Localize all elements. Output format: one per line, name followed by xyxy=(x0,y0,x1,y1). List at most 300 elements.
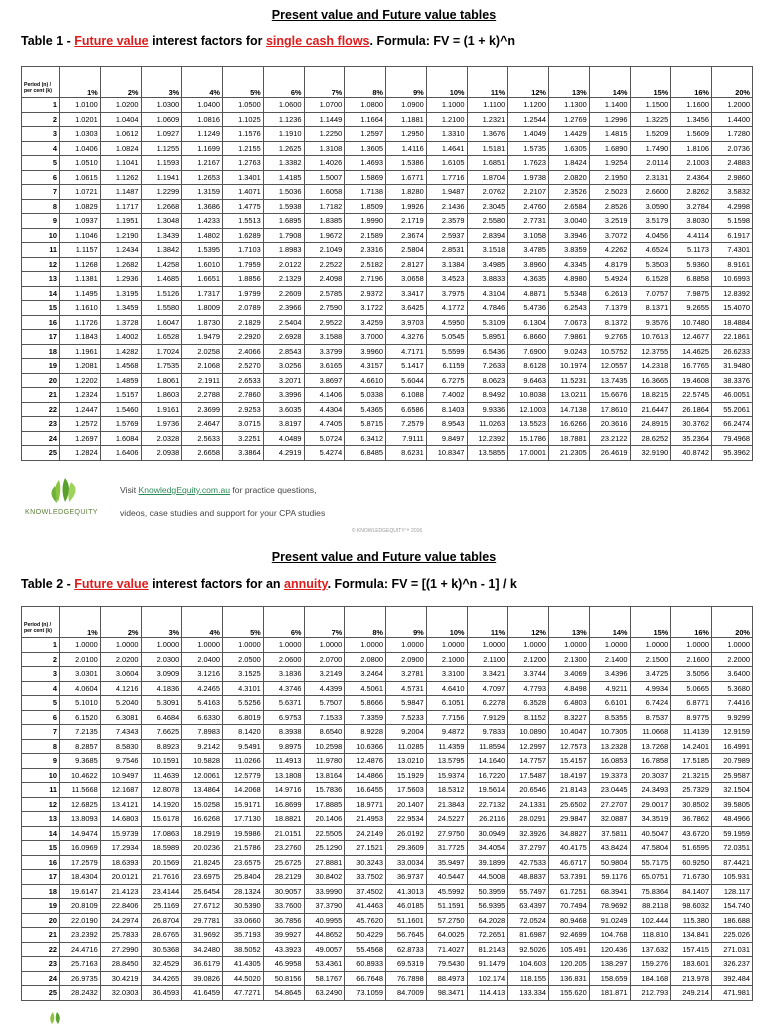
knowledgequity-link[interactable]: KnowledgEquity.com.au xyxy=(138,485,231,495)
factor-cell: 1.2625 xyxy=(263,141,304,156)
factor-cell: 14.9716 xyxy=(263,783,304,798)
factor-cell: 63.4397 xyxy=(508,899,549,914)
period-cell: 12 xyxy=(22,797,60,812)
factor-cell: 1.1046 xyxy=(60,228,101,243)
factor-cell: 2.7731 xyxy=(508,214,549,229)
factor-cell: 3.0604 xyxy=(100,667,141,682)
factor-cell: 9.0243 xyxy=(549,344,590,359)
factor-cell: 1.3108 xyxy=(304,141,345,156)
factor-cell: 2.1003 xyxy=(671,156,712,171)
factor-cell: 12.0557 xyxy=(589,359,630,374)
factor-cell: 3.4725 xyxy=(630,667,671,682)
factor-cell: 1.1100 xyxy=(467,98,508,113)
rate-header: 15% xyxy=(630,607,671,638)
factor-cell: 1.8603 xyxy=(141,388,182,403)
factor-cell: 2.0100 xyxy=(60,652,101,667)
factor-cell: 7.2633 xyxy=(467,359,508,374)
table1-keyword-single-cash-flows: single cash flows xyxy=(265,34,370,48)
factor-cell: 19.5614 xyxy=(467,783,508,798)
factor-cell: 28.6252 xyxy=(630,431,671,446)
factor-cell: 13.0210 xyxy=(386,754,427,769)
factor-cell: 7.2135 xyxy=(60,725,101,740)
factor-cell: 27.6712 xyxy=(182,899,223,914)
factor-cell: 1.0000 xyxy=(182,638,223,653)
factor-cell: 3.2784 xyxy=(671,199,712,214)
factor-cell: 61.7251 xyxy=(549,884,590,899)
factor-cell: 9.2765 xyxy=(589,330,630,345)
factor-cell: 26.4619 xyxy=(589,446,630,461)
factor-cell: 34.8827 xyxy=(549,826,590,841)
factor-cell: 6.3412 xyxy=(345,431,386,446)
factor-cell: 32.0303 xyxy=(100,986,141,1001)
factor-cell: 23.6575 xyxy=(223,855,264,870)
factor-cell: 1.0824 xyxy=(100,141,141,156)
factor-cell: 79.4968 xyxy=(712,431,753,446)
factor-cell: 1.3439 xyxy=(141,228,182,243)
factor-cell: 2.1500 xyxy=(630,652,671,667)
factor-cell: 9.2142 xyxy=(182,739,223,754)
factor-cell: 15.6676 xyxy=(589,388,630,403)
factor-cell: 36.7856 xyxy=(263,913,304,928)
factor-cell: 3.4523 xyxy=(426,272,467,287)
factor-cell: 183.601 xyxy=(671,957,712,972)
factor-cell: 1.1000 xyxy=(426,98,467,113)
table-row xyxy=(22,638,753,653)
factor-cell: 1.0404 xyxy=(100,112,141,127)
factor-cell: 2.1950 xyxy=(589,170,630,185)
factor-cell: 2.1100 xyxy=(467,652,508,667)
factor-cell: 69.5319 xyxy=(386,957,427,972)
factor-cell: 4.7171 xyxy=(386,344,427,359)
factor-cell: 213.978 xyxy=(671,971,712,986)
factor-cell: 1.7908 xyxy=(263,228,304,243)
factor-cell: 1.9487 xyxy=(426,185,467,200)
factor-cell: 2.0122 xyxy=(263,257,304,272)
factor-cell: 7.9875 xyxy=(671,286,712,301)
factor-cell: 105.491 xyxy=(549,942,590,957)
factor-cell: 33.7502 xyxy=(345,870,386,885)
table1-fv-single-cash-flows xyxy=(21,66,753,461)
factor-cell: 12.5779 xyxy=(223,768,264,783)
rate-header: 20% xyxy=(712,607,753,638)
factor-cell: 2.0300 xyxy=(141,652,182,667)
factor-cell: 1.8856 xyxy=(223,272,264,287)
factor-cell: 1.0000 xyxy=(712,638,753,653)
factor-cell: 5.8666 xyxy=(345,696,386,711)
factor-cell: 118.810 xyxy=(630,928,671,943)
factor-cell: 4.4114 xyxy=(671,228,712,243)
factor-cell: 8.6128 xyxy=(508,359,549,374)
period-cell: 21 xyxy=(22,388,60,403)
factor-cell: 2.2107 xyxy=(508,185,549,200)
factor-cell: 6.9753 xyxy=(263,710,304,725)
period-cell: 15 xyxy=(22,301,60,316)
factor-cell: 98.6032 xyxy=(671,899,712,914)
factor-cell: 9.7833 xyxy=(467,725,508,740)
factor-cell: 4.3345 xyxy=(549,257,590,272)
factor-cell: 1.5209 xyxy=(630,127,671,142)
factor-cell: 2.5182 xyxy=(345,257,386,272)
factor-cell: 26.0192 xyxy=(386,826,427,841)
factor-cell: 1.0000 xyxy=(467,638,508,653)
rate-header: 6% xyxy=(263,67,304,98)
factor-cell: 7.4301 xyxy=(712,243,753,258)
table-row xyxy=(22,315,753,330)
factor-cell: 5.3503 xyxy=(630,257,671,272)
factor-cell: 3.7072 xyxy=(589,228,630,243)
factor-cell: 1.1717 xyxy=(100,199,141,214)
factor-cell: 2.1829 xyxy=(223,315,264,330)
factor-cell: 1.6895 xyxy=(263,214,304,229)
factor-cell: 30.5368 xyxy=(141,942,182,957)
factor-cell: 24.1331 xyxy=(508,797,549,812)
factor-cell: 11.4139 xyxy=(671,725,712,740)
factor-cell: 1.4049 xyxy=(508,127,549,142)
factor-cell: 2.5023 xyxy=(589,185,630,200)
factor-cell: 1.2202 xyxy=(60,373,101,388)
table-row xyxy=(22,841,753,856)
factor-cell: 15.4070 xyxy=(712,301,753,316)
factor-cell: 17.2579 xyxy=(60,855,101,870)
factor-cell: 8.8923 xyxy=(141,739,182,754)
factor-cell: 136.831 xyxy=(549,971,590,986)
factor-cell: 2.6533 xyxy=(223,373,264,388)
table1-header-row xyxy=(22,67,753,98)
factor-cell: 32.9190 xyxy=(630,446,671,461)
factor-cell: 10.9497 xyxy=(100,768,141,783)
factor-cell: 18.6393 xyxy=(100,855,141,870)
factor-cell: 2.1329 xyxy=(263,272,304,287)
factor-cell: 47.5804 xyxy=(630,841,671,856)
factor-cell: 8.6540 xyxy=(304,725,345,740)
factor-cell: 11.9780 xyxy=(304,754,345,769)
factor-cell: 34.4265 xyxy=(141,971,182,986)
factor-cell: 184.168 xyxy=(630,971,671,986)
factor-cell: 1.9990 xyxy=(345,214,386,229)
factor-cell: 3.8960 xyxy=(508,257,549,272)
factor-cell: 1.6528 xyxy=(141,330,182,345)
factor-cell: 1.6406 xyxy=(100,446,141,461)
factor-cell: 5.8715 xyxy=(345,417,386,432)
factor-cell: 11.4639 xyxy=(141,768,182,783)
factor-cell: 60.8933 xyxy=(345,957,386,972)
period-cell: 11 xyxy=(22,783,60,798)
factor-cell: 2.8526 xyxy=(589,199,630,214)
factor-cell: 28.2432 xyxy=(60,986,101,1001)
period-cell: 20 xyxy=(22,373,60,388)
factor-cell: 36.6179 xyxy=(182,957,223,972)
factor-cell: 5.3680 xyxy=(712,681,753,696)
factor-cell: 1.2769 xyxy=(549,112,590,127)
factor-cell: 1.4071 xyxy=(223,185,264,200)
factor-cell: 5.7507 xyxy=(304,696,345,711)
factor-cell: 12.8392 xyxy=(712,286,753,301)
factor-cell: 1.4002 xyxy=(100,330,141,345)
factor-cell: 2.0900 xyxy=(386,652,427,667)
factor-cell: 44.5008 xyxy=(467,870,508,885)
factor-cell: 16.6455 xyxy=(345,783,386,798)
factor-cell: 118.155 xyxy=(508,971,549,986)
factor-cell: 186.688 xyxy=(712,913,753,928)
factor-cell: 65.0751 xyxy=(630,870,671,885)
factor-cell: 32.1504 xyxy=(712,783,753,798)
factor-cell: 471.981 xyxy=(712,986,753,1001)
factor-cell: 43.3923 xyxy=(263,942,304,957)
factor-cell: 1.0800 xyxy=(345,98,386,113)
factor-cell: 1.2299 xyxy=(141,185,182,200)
factor-cell: 2.7590 xyxy=(304,301,345,316)
factor-cell: 8.6231 xyxy=(386,446,427,461)
factor-cell: 114.413 xyxy=(467,986,508,1001)
factor-cell: 12.6825 xyxy=(60,797,101,812)
factor-cell: 17.5603 xyxy=(386,783,427,798)
factor-cell: 80.9468 xyxy=(549,913,590,928)
table-row xyxy=(22,127,753,142)
factor-cell: 2.5804 xyxy=(386,243,427,258)
factor-cell: 21.3843 xyxy=(426,797,467,812)
factor-cell: 1.6651 xyxy=(182,272,223,287)
factor-cell: 5.4924 xyxy=(589,272,630,287)
factor-cell: 1.3456 xyxy=(671,112,712,127)
factor-cell: 3.5179 xyxy=(630,214,671,229)
table-row xyxy=(22,797,753,812)
factor-cell: 3.1836 xyxy=(263,667,304,682)
rate-header: 15% xyxy=(630,67,671,98)
table-row xyxy=(22,272,753,287)
factor-cell: 1.4568 xyxy=(100,359,141,374)
factor-cell: 1.1200 xyxy=(508,98,549,113)
factor-cell: 3.4069 xyxy=(549,667,590,682)
factor-cell: 1.0816 xyxy=(182,112,223,127)
factor-cell: 1.0000 xyxy=(508,638,549,653)
period-cell: 5 xyxy=(22,156,60,171)
factor-cell: 1.8704 xyxy=(467,170,508,185)
factor-cell: 7.9111 xyxy=(386,431,427,446)
factor-cell: 15.1929 xyxy=(386,768,427,783)
period-cell: 22 xyxy=(22,402,60,417)
factor-cell: 1.1495 xyxy=(60,286,101,301)
factor-cell: 6.1304 xyxy=(508,315,549,330)
factor-cell: 56.9395 xyxy=(467,899,508,914)
factor-cell: 48.4966 xyxy=(712,812,753,827)
period-cell: 19 xyxy=(22,899,60,914)
factor-cell: 2.1719 xyxy=(386,214,427,229)
factor-cell: 28.6765 xyxy=(141,928,182,943)
factor-cell: 5.3091 xyxy=(141,696,182,711)
factor-cell: 1.6047 xyxy=(141,315,182,330)
factor-cell: 4.3276 xyxy=(386,330,427,345)
factor-cell: 3.1216 xyxy=(182,667,223,682)
factor-cell: 31.9480 xyxy=(712,359,753,374)
factor-cell: 19.5986 xyxy=(223,826,264,841)
factor-cell: 3.0590 xyxy=(630,199,671,214)
factor-cell: 1.0000 xyxy=(589,638,630,653)
factor-cell: 12.2997 xyxy=(508,739,549,754)
factor-cell: 2.7196 xyxy=(345,272,386,287)
factor-cell: 2.0400 xyxy=(182,652,223,667)
factor-cell: 19.3373 xyxy=(589,768,630,783)
factor-cell: 88.4973 xyxy=(426,971,467,986)
factor-cell: 2.0938 xyxy=(141,446,182,461)
factor-cell: 16.6266 xyxy=(549,417,590,432)
factor-cell: 212.793 xyxy=(630,986,671,1001)
factor-cell: 1.2324 xyxy=(60,388,101,403)
factor-cell: 54.8645 xyxy=(263,986,304,1001)
factor-cell: 1.5609 xyxy=(671,127,712,142)
factor-cell: 128.117 xyxy=(712,884,753,899)
factor-cell: 12.4677 xyxy=(671,330,712,345)
factor-cell: 46.6717 xyxy=(549,855,590,870)
factor-cell: 2.0258 xyxy=(182,344,223,359)
factor-cell: 40.4175 xyxy=(549,841,590,856)
table-row xyxy=(22,855,753,870)
factor-cell: 2.6658 xyxy=(182,446,223,461)
factor-cell: 1.2597 xyxy=(345,127,386,142)
factor-cell: 2.0700 xyxy=(304,652,345,667)
table2-header-row xyxy=(22,607,753,638)
factor-cell: 3.2071 xyxy=(263,373,304,388)
rate-header: 3% xyxy=(141,607,182,638)
factor-cell: 6.3081 xyxy=(100,710,141,725)
factor-cell: 1.2081 xyxy=(60,359,101,374)
factor-cell: 5.0724 xyxy=(304,431,345,446)
factor-cell: 1.9738 xyxy=(508,170,549,185)
factor-cell: 1.2824 xyxy=(60,446,101,461)
factor-cell: 1.4233 xyxy=(182,214,223,229)
factor-cell: 9.4872 xyxy=(426,725,467,740)
table-row xyxy=(22,681,753,696)
factor-cell: 23.2760 xyxy=(263,841,304,856)
factor-cell: 1.9479 xyxy=(182,330,223,345)
factor-cell: 2.3316 xyxy=(345,243,386,258)
factor-cell: 3.0715 xyxy=(223,417,264,432)
factor-cell: 249.214 xyxy=(671,986,712,1001)
factor-cell: 9.7546 xyxy=(100,754,141,769)
logo-wordmark: KNOWLEDGEQUITY xyxy=(25,507,98,516)
factor-cell: 84.1407 xyxy=(671,884,712,899)
factor-cell: 2.0328 xyxy=(141,431,182,446)
factor-cell: 27.2707 xyxy=(589,797,630,812)
factor-cell: 4.6410 xyxy=(426,681,467,696)
factor-cell: 1.1881 xyxy=(386,112,427,127)
factor-cell: 2.1600 xyxy=(671,652,712,667)
factor-cell: 1.1300 xyxy=(549,98,590,113)
factor-cell: 1.2936 xyxy=(100,272,141,287)
table-row xyxy=(22,913,753,928)
footer-visit-line xyxy=(120,485,317,495)
factor-cell: 1.0200 xyxy=(100,98,141,113)
factor-cell: 1.2544 xyxy=(508,112,549,127)
table-row xyxy=(22,768,753,783)
factor-cell: 5.9360 xyxy=(671,257,712,272)
factor-cell: 3.4259 xyxy=(345,315,386,330)
factor-cell: 2.3526 xyxy=(549,185,590,200)
factor-cell: 50.3959 xyxy=(467,884,508,899)
factor-cell: 1.1941 xyxy=(141,170,182,185)
visit-prefix: Visit xyxy=(120,485,139,495)
rate-header: 9% xyxy=(386,67,427,98)
factor-cell: 16.7765 xyxy=(671,359,712,374)
factor-cell: 50.9804 xyxy=(589,855,630,870)
factor-cell: 1.2167 xyxy=(182,156,223,171)
factor-cell: 6.2278 xyxy=(467,696,508,711)
factor-cell: 9.5491 xyxy=(223,739,264,754)
factor-cell: 1.2434 xyxy=(100,243,141,258)
factor-cell: 7.4002 xyxy=(426,388,467,403)
table-row xyxy=(22,870,753,885)
period-cell: 1 xyxy=(22,638,60,653)
factor-cell: 1.8009 xyxy=(182,301,223,316)
factor-cell: 10.7305 xyxy=(589,725,630,740)
factor-cell: 3.1588 xyxy=(304,330,345,345)
factor-cell: 17.0001 xyxy=(508,446,549,461)
factor-cell: 17.0863 xyxy=(141,826,182,841)
table-row xyxy=(22,971,753,986)
factor-cell: 1.7623 xyxy=(508,156,549,171)
table-row xyxy=(22,899,753,914)
factor-cell: 18.7881 xyxy=(549,431,590,446)
factor-cell: 18.8821 xyxy=(263,812,304,827)
factor-cell: 2.1911 xyxy=(182,373,223,388)
factor-cell: 1.5386 xyxy=(386,156,427,171)
factor-cell: 1.2653 xyxy=(182,170,223,185)
factor-cell: 87.4421 xyxy=(712,855,753,870)
factor-cell: 29.9847 xyxy=(549,812,590,827)
factor-cell: 2.3966 xyxy=(263,301,304,316)
factor-cell: 88.2118 xyxy=(630,899,671,914)
factor-cell: 11.0263 xyxy=(467,417,508,432)
factor-cell: 8.9775 xyxy=(671,710,712,725)
factor-cell: 1.7103 xyxy=(223,243,264,258)
factor-cell: 4.1772 xyxy=(426,301,467,316)
factor-cell: 1.4685 xyxy=(141,272,182,287)
factor-cell: 3.1525 xyxy=(223,667,264,682)
factor-cell: 23.0445 xyxy=(589,783,630,798)
rate-header: 20% xyxy=(712,67,753,98)
factor-cell: 11.0285 xyxy=(386,739,427,754)
factor-cell: 20.7989 xyxy=(712,754,753,769)
factor-cell: 49.0057 xyxy=(304,942,345,957)
factor-cell: 30.3243 xyxy=(345,855,386,870)
factor-cell: 1.8061 xyxy=(141,373,182,388)
factor-cell: 5.5599 xyxy=(426,344,467,359)
factor-cell: 3.3996 xyxy=(263,388,304,403)
table-row xyxy=(22,431,753,446)
period-cell: 17 xyxy=(22,870,60,885)
factor-cell: 25.7833 xyxy=(100,928,141,943)
factor-cell: 1.3401 xyxy=(223,170,264,185)
rate-header: 5% xyxy=(223,67,264,98)
factor-cell: 3.5832 xyxy=(712,185,753,200)
factor-cell: 24.2149 xyxy=(345,826,386,841)
factor-cell: 137.632 xyxy=(630,942,671,957)
period-cell: 21 xyxy=(22,928,60,943)
factor-cell: 20.1407 xyxy=(386,797,427,812)
knowledgequity-logo xyxy=(25,476,105,522)
factor-cell: 30.8402 xyxy=(304,870,345,885)
rate-header: 12% xyxy=(508,67,549,98)
factor-cell: 11.4913 xyxy=(263,754,304,769)
factor-cell: 3.8697 xyxy=(304,373,345,388)
factor-cell: 11.5668 xyxy=(60,783,101,798)
factor-cell: 6.6586 xyxy=(386,402,427,417)
factor-cell: 4.3101 xyxy=(223,681,264,696)
factor-cell: 28.2129 xyxy=(263,870,304,885)
factor-cell: 4.3746 xyxy=(263,681,304,696)
factor-cell: 4.2998 xyxy=(712,199,753,214)
factor-cell: 1.6289 xyxy=(223,228,264,243)
period-cell: 13 xyxy=(22,272,60,287)
